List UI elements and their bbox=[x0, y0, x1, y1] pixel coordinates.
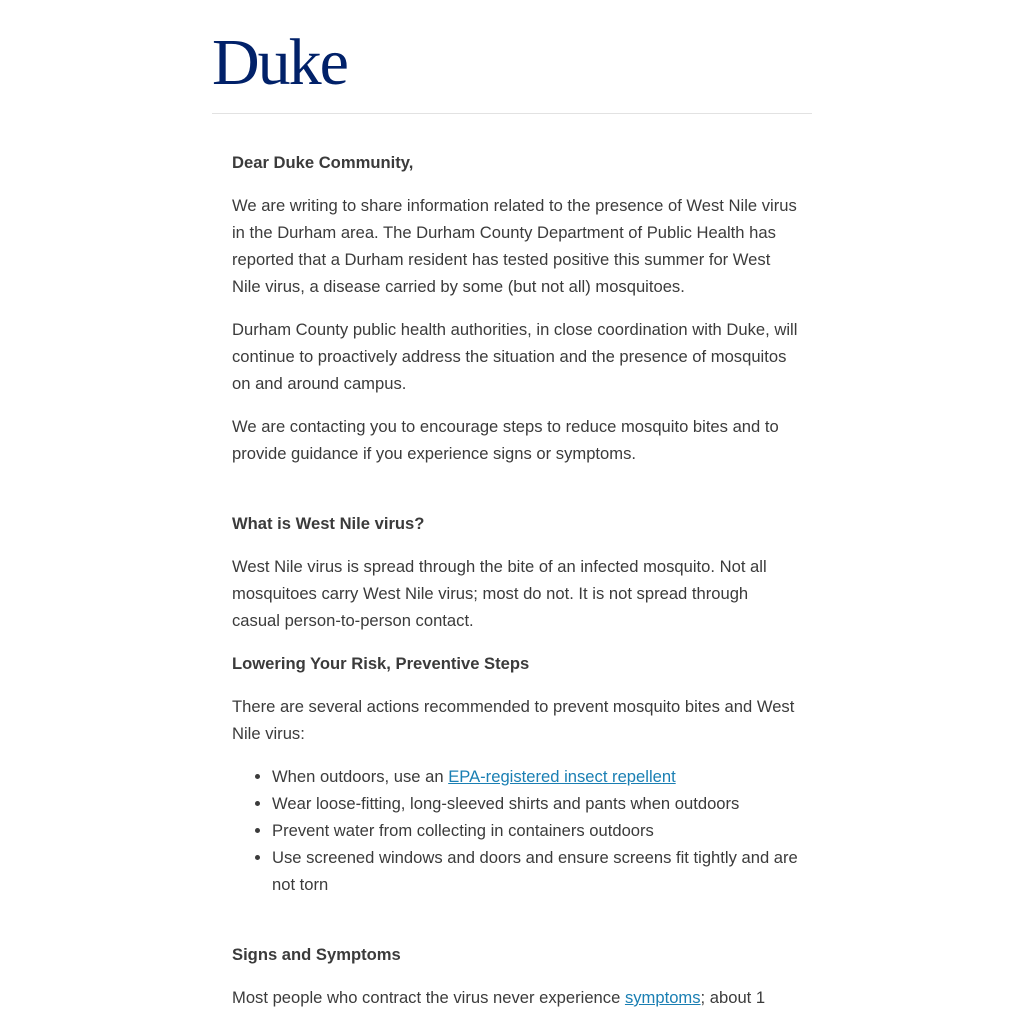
epa-repellent-link[interactable]: EPA-registered insect repellent bbox=[448, 767, 676, 786]
paragraph: Durham County public health authorities, in close coordination with Duke, will continue to proactively address the situation and the presence of mosquitos on and around campus. bbox=[232, 320, 798, 393]
paragraph bbox=[232, 984, 798, 1011]
section-heading: What is West Nile virus? bbox=[232, 514, 425, 533]
list-item: • Prevent water from collecting in containers outdoors bbox=[272, 817, 798, 844]
list-item bbox=[272, 763, 798, 790]
paragraph: West Nile virus is spread through the bite of an infected mosquito. Not all mosquitoes carry West Nile virus; most do not. It is not spread through casual person-to-person contact. bbox=[232, 557, 767, 630]
prevention-list bbox=[232, 763, 798, 898]
list-item-text: When outdoors, use an bbox=[272, 767, 449, 786]
section-heading: Signs and Symptoms bbox=[232, 945, 401, 964]
paragraph: We are contacting you to encourage steps to reduce mosquito bites and to provide guidance if you experience signs or symptoms. bbox=[232, 417, 779, 463]
section-heading: Lowering Your Risk, Preventive Steps bbox=[232, 654, 530, 673]
duke-logo: Duke bbox=[212, 26, 347, 99]
greeting: Dear Duke Community, bbox=[232, 153, 414, 172]
list-item: • Use screened windows and doors and ensure screens fit tightly and are not torn bbox=[272, 844, 798, 898]
symptoms-link[interactable]: symptoms bbox=[624, 988, 701, 1007]
list-item: • Wear loose-fitting, long-sleeved shirts and pants when outdoors bbox=[272, 790, 798, 817]
email-body bbox=[232, 149, 798, 1027]
paragraph-text: ; about 1 bbox=[700, 988, 766, 1007]
paragraph: There are several actions recommended to prevent mosquito bites and West Nile virus: bbox=[232, 697, 795, 743]
paragraph-text: Most people who contract the virus never experience bbox=[232, 988, 625, 1007]
divider bbox=[212, 113, 812, 114]
paragraph: We are writing to share information related to the presence of West Nile virus in the Durham area. The Durham County Department of Public Health has reported that a Durham resident has tested positive this summer for West Nile virus, a disease carried by some (but not all) mosquitoes. bbox=[232, 196, 797, 296]
